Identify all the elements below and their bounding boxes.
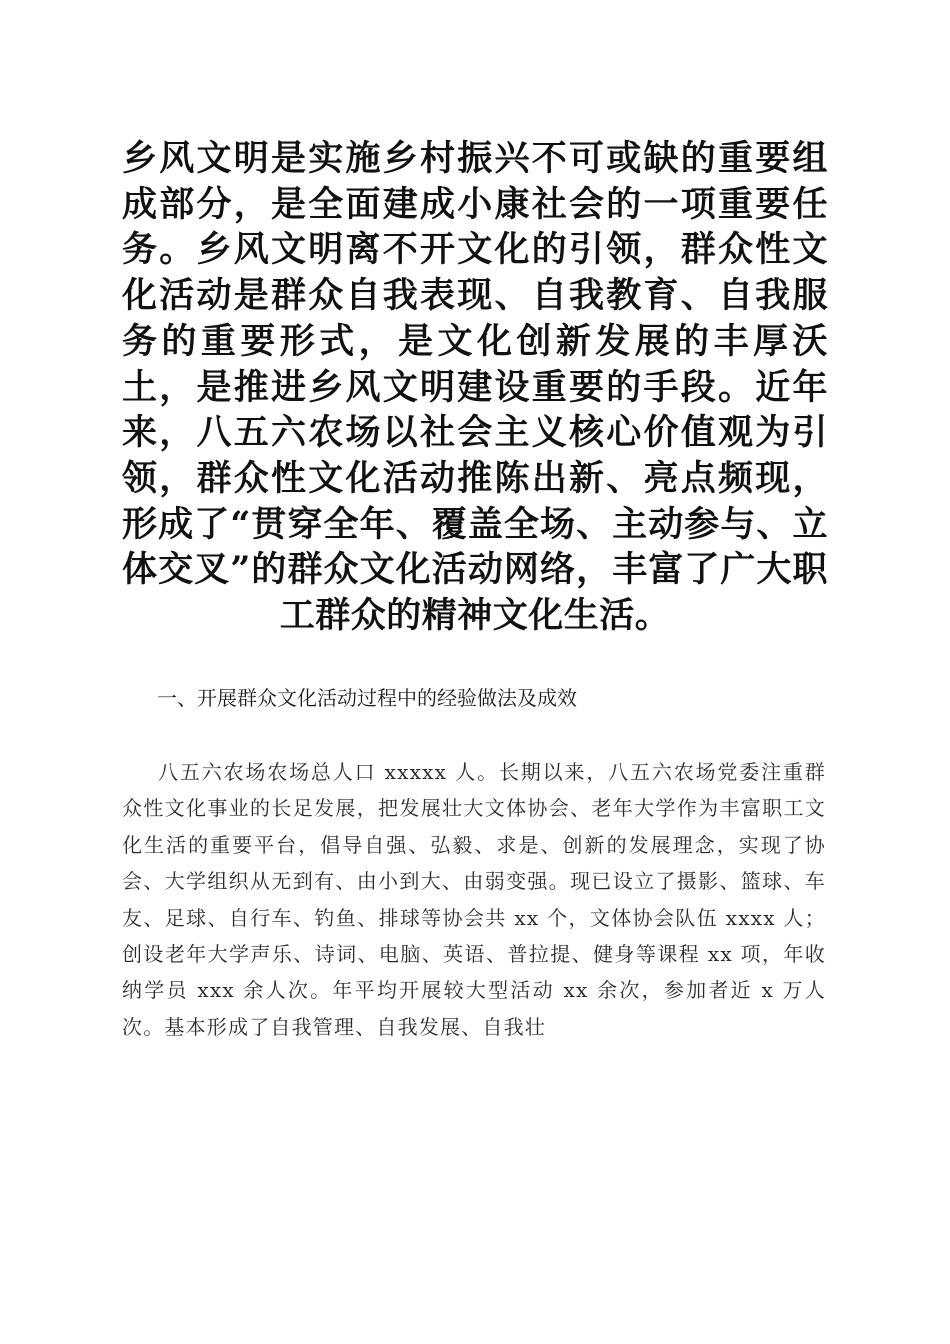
body-paragraph: 八五六农场农场总人口 xxxxx 人。长期以来，八五六农场党委注重群众性文化事业的长足发展，把发展壮大文体协会、老年大学作为丰富职工文化生活的重要平台，倡导自强、弘毅、求是、创新的发展理念，实现了协会、大学组织从无到有、由小到大、由弱变强。现已设立了摄影、篮球、车友、足球、自行车、钓鱼、排球等协会共 xx 个，文体协会队伍 xxxx 人；创设老年大学声乐、诗词、电脑、英语、普拉提、健身等课程 xx 项，年收纳学员 xxx 余人次。年平均开展较大型活动 xx 余次，参加者近 x 万人次。基本形成了自我管理、自我发展、自我壮: [122, 760, 826, 1039]
section-heading: 一、开展群众文化活动过程中的经验做法及成效: [157, 686, 577, 710]
lead-paragraph: 乡风文明是实施乡村振兴不可或缺的重要组成部分，是全面建成小康社会的一项重要任务。乡风文明离不开文化的引领，群众性文化活动是群众自我表现、自我教育、自我服务的重要形式，是文化创新发展的丰厚沃土，是推进乡风文明建设重要的手段。近年来，八五六农场以社会主义核心价值观为引领，群众性文化活动推陈出新、亮点频现，形成了“贯穿全年、覆盖全场、主动参与、立体交叉”的群众文化活动网络，丰富了广大职工群众的精神文化生活。: [122, 138, 828, 637]
